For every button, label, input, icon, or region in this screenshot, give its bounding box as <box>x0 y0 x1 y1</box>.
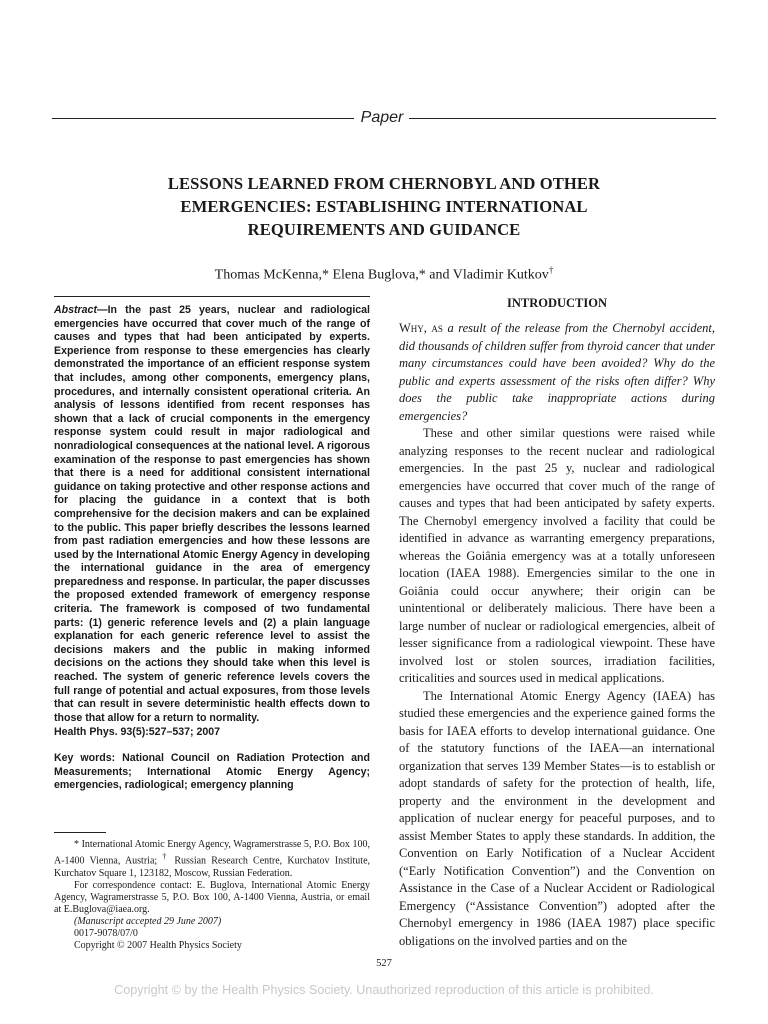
header-rule-right <box>409 118 716 119</box>
section-label: Paper <box>360 109 404 126</box>
article-title: LESSONS LEARNED FROM CHERNOBYL AND OTHER EMERGENCIES: ESTABLISHING INTERNATIONAL REQUIREMENTS AND GUIDANCE <box>167 174 601 239</box>
page-number: 527 <box>376 958 392 969</box>
abstract-top-rule <box>54 296 370 297</box>
abstract-body: —In the past 25 years, nuclear and radiological emergencies have occurred that cover much of the range of causes and types that had been anticipated by experts. Experience from response to these emergencies has clearly demonstrated the importance of an efficient response system that includes, among other components, emergency plans, procedures, and internally consistent operational criteria. An analysis of lessons identified from recent responses has shown that a lack of crucial components in the emergency response system could result in major radiological and nonradiological consequences at the national level. A rigorous examination of the response to past emergencies has shown that there is a need for additional consistent international guidance on taking protective and other response actions and for placing the guidance in a context that is both comprehensive for the decision makers and can be explained to the public. This paper briefly describes the lessons learned from past radiation emergencies and how these lessons are used by the International Atomic Energy Agency in developing the international guidance in the area of emergency preparedness and response. In particular, the paper discusses the proposed extended framework of emergency response criteria. The framework is composed of two fundamental parts: (1) generic reference levels and (2) a plain language explanation for each generic reference level to assist the decisions makers and the public in making informed decisions on the actions they should take when this level is reached. The system of generic reference levels covers the full range of potential and actual exposures, from those levels that can result in severe deterministic health effects down to those that allow for a return to normality. <box>54 304 370 724</box>
header-rule-left <box>52 118 354 119</box>
lead-smallcaps: Why, as <box>399 321 443 335</box>
keywords: Key words: National Council on Radiation Protection and Measurements; International Atomic Energy Agency; emergencies, radiological; emergency planning <box>54 752 370 792</box>
section-header <box>52 108 716 128</box>
intro-paragraph-1 <box>399 320 715 425</box>
author-line <box>100 261 668 285</box>
document-code: 0017-9078/07/0 <box>74 927 138 939</box>
journal-citation: Health Phys. 93(5):527–537; 2007 <box>54 726 221 739</box>
affiliation-text-1: * International Atomic Energy Agency, Wagramerstrasse 5, P.O. Box 100, A-1400 Vienna, Austria; <box>54 839 370 867</box>
author-mckenna: Thomas McKenna, <box>214 267 322 283</box>
abstract-block <box>54 296 370 793</box>
affiliation-mark: † <box>548 265 554 275</box>
copyright-watermark: Copyright © by the Health Physics Society. Unauthorized reproduction of this article is prohibited. <box>114 983 654 997</box>
author-kutkov: and Vladimir Kutkov <box>425 267 549 283</box>
affiliation-text-2: Russian Research Centre, Kurchatov Institute, Kurchatov Square 1, 123182, Moscow, Russian Federation. <box>54 855 371 879</box>
footnote-affiliations <box>54 839 370 880</box>
introduction-column <box>399 295 715 950</box>
footnote-correspondence: For correspondence contact: E. Buglova, International Atomic Energy Agency, Wagramerstrasse 5, P.O. Box 100, A-1400 Vienna, Austria, or email at E.Buglova@iaea.org. <box>54 879 370 915</box>
intro-paragraph-3: The International Atomic Energy Agency (IAEA) has studied these emergencies and the experience gained forms the basis for IAEA efforts to develop international guidance. One of the statutory functions of the IAEA—an international organization that serves 139 Member States—is to establish or adopt standards of safety for the protection of health, life, property and the environment in the development and application of nuclear energy for peaceful purposes, and to assist Member States to apply these standards. In addition, the Convention on Early Notification of a Nuclear Accident (“Early Notification Convention”) and the Convention on Assistance in the Case of a Nuclear Accident or Radiological Emergency (“Assistance Convention”) adopted after the Chernobyl emergency in 1986 (IAEA 1987) place specific obligations on the involved parties and on the <box>399 688 715 948</box>
affiliation-mark: † <box>162 852 170 862</box>
lead-text: a result of the release from the Chernobyl accident, did thousands of children suffer from thyroid cancer that under many circumstances could have been avoided? Why do the public and experts assessment of the risks often differ? Why does the public take inappropriate actions during emergencies? <box>399 321 715 423</box>
footnotes-block <box>54 832 370 952</box>
footnote-rule <box>54 832 106 833</box>
manuscript-accepted: (Manuscript accepted 29 June 2007) <box>74 915 222 927</box>
copyright-line: Copyright © 2007 Health Physics Society <box>74 940 242 952</box>
affiliation-mark: * <box>418 267 426 283</box>
intro-paragraph-2: These and other similar questions were raised while analyzing responses to the recent nuclear and radiological emergencies. In the past 25 y, nuclear and radiological emergencies have occurred that cover much of the range of causes and types that had been anticipated by safety experts. The Chernobyl emergency involved a facility that could be identified in advance as warranting emergency preparations, whereas the Goiânia emergency was at a totally unforeseen location (IAEA 1988). Emergencies similar to the one in Goiânia could occur anywhere; their origin can be unintentional or deliberately malicious. There have been a large number of nuclear or radiological emergencies, albeit of lesser significance from a radiological viewpoint. These have involved lost or stolen sources, irradiation facilities, criticalities and sources used in medical applications. <box>399 426 715 685</box>
author-buglova: Elena Buglova, <box>328 267 419 283</box>
section-heading-introduction: INTRODUCTION <box>506 296 607 310</box>
abstract-label: Abstract <box>54 304 97 316</box>
abstract-text <box>54 304 370 725</box>
affiliation-mark: * <box>321 267 329 283</box>
